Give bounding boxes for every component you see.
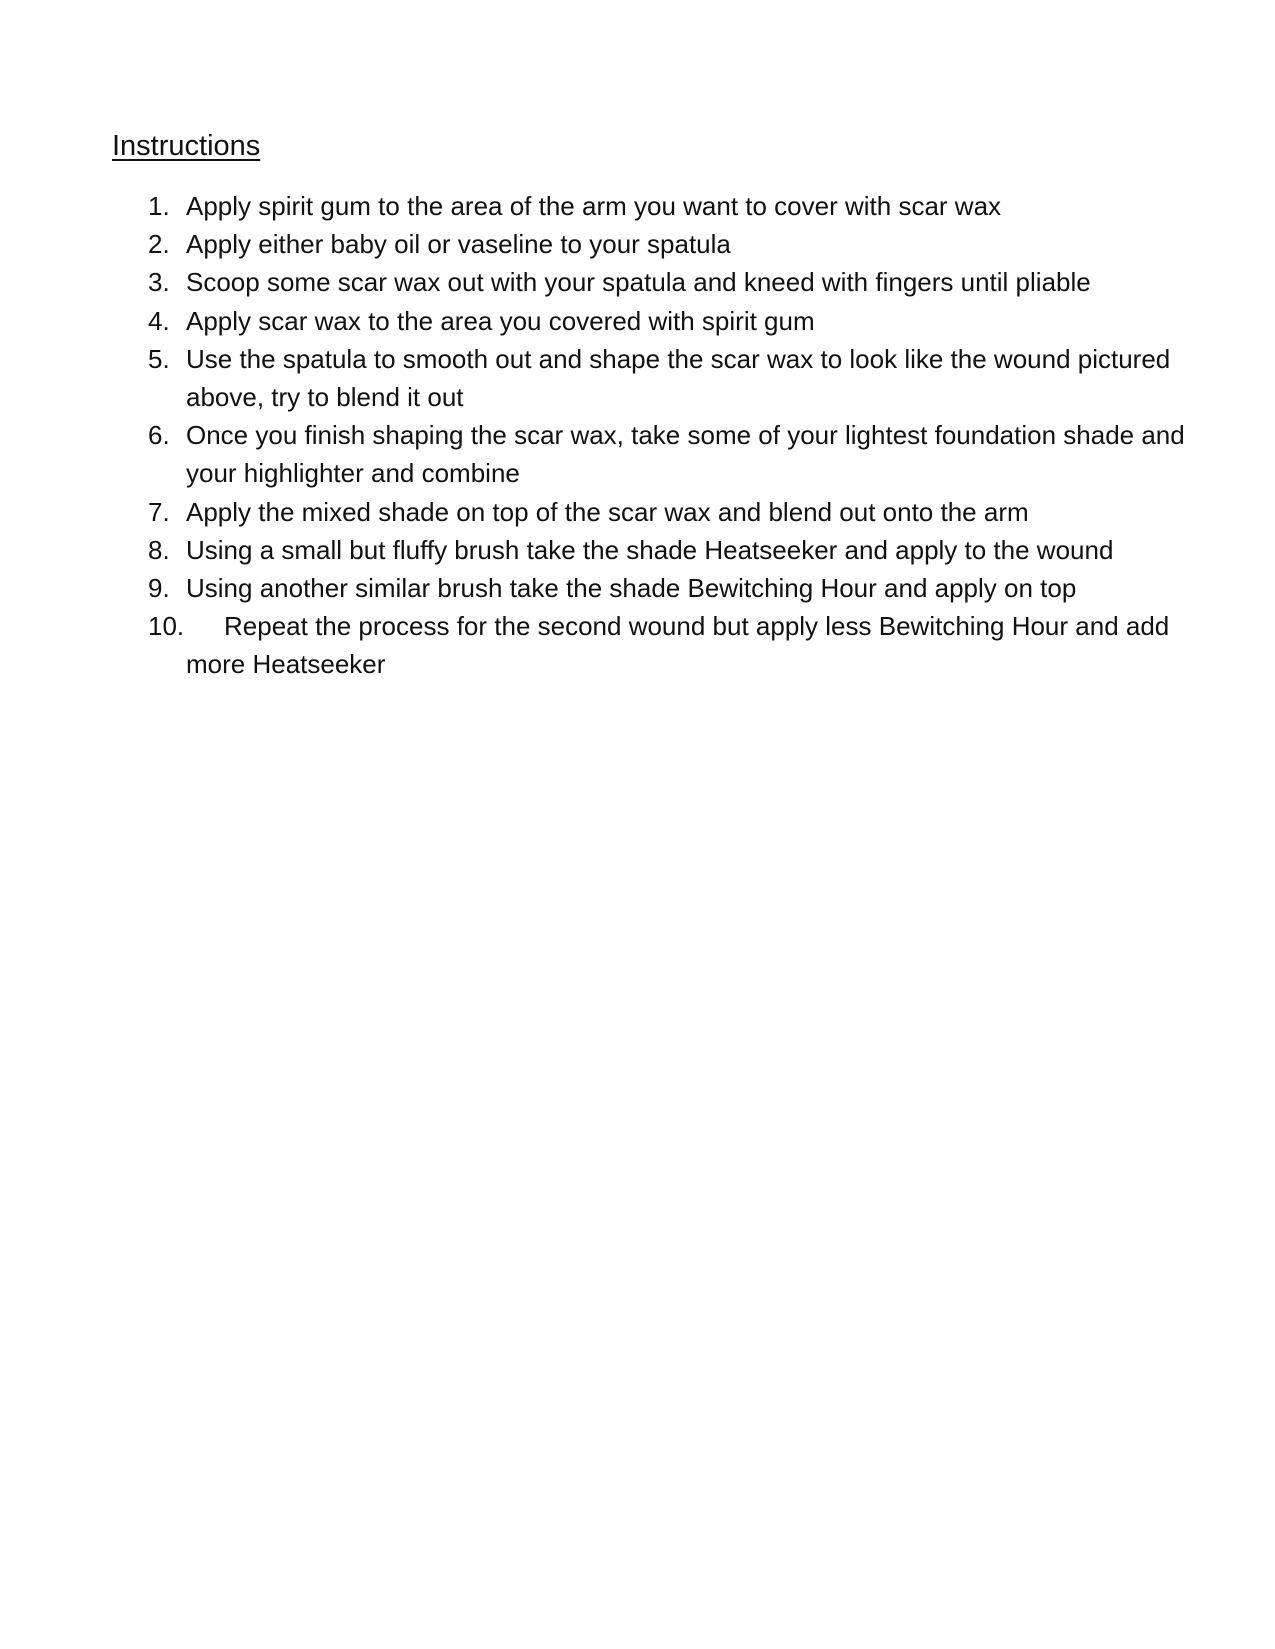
step-number: 6. [148,420,170,451]
step-number: 2. [148,229,170,260]
instruction-list [0,187,1275,684]
instruction-step-7 [0,493,1186,531]
instruction-step-5 [0,340,1186,416]
step-number: 10. [148,611,185,642]
step-text: Using a small but fluffy brush take the shade Heatseeker and apply to the wound [186,534,1114,565]
instruction-step-6 [0,416,1186,492]
step-number: 1. [148,191,170,221]
step-text: Repeat the process for the second wound but apply less Bewitching Hour and add more Heatseeker [186,611,1170,680]
instruction-step-8 [0,531,1186,569]
step-text: Use the spatula to smooth out and shape the scar wax to look like the wound pictured above, try to blend it out [186,343,1171,413]
instruction-step-10 [0,607,1186,683]
instruction-step-4 [0,302,1186,340]
step-number: 5. [148,343,170,374]
step-number: 7. [148,496,170,527]
step-number: 3. [148,267,170,298]
instruction-step-9 [0,569,1186,607]
step-text: Using another similar brush take the shade Bewitching Hour and apply on top [186,573,1077,604]
instruction-step-1 [0,187,1186,225]
instruction-step-3 [0,263,1186,301]
step-number: 9. [148,573,170,604]
step-number: 4. [148,305,170,336]
step-text: Apply either baby oil or vaseline to your spatula [186,229,731,260]
step-text: Apply the mixed shade on top of the scar wax and blend out onto the arm [186,496,1029,527]
step-number: 8. [148,534,170,565]
step-text: Once you finish shaping the scar wax, take some of your lightest foundation shade and your highlighter and combine [186,420,1185,489]
step-text: Apply spirit gum to the area of the arm you want to cover with scar wax [186,191,1002,221]
step-text: Apply scar wax to the area you covered with spirit gum [186,305,815,336]
step-text: Scoop some scar wax out with your spatula and kneed with fingers until pliable [186,267,1091,298]
instruction-step-2 [0,225,1186,263]
instructions-heading: Instructions [112,130,261,162]
